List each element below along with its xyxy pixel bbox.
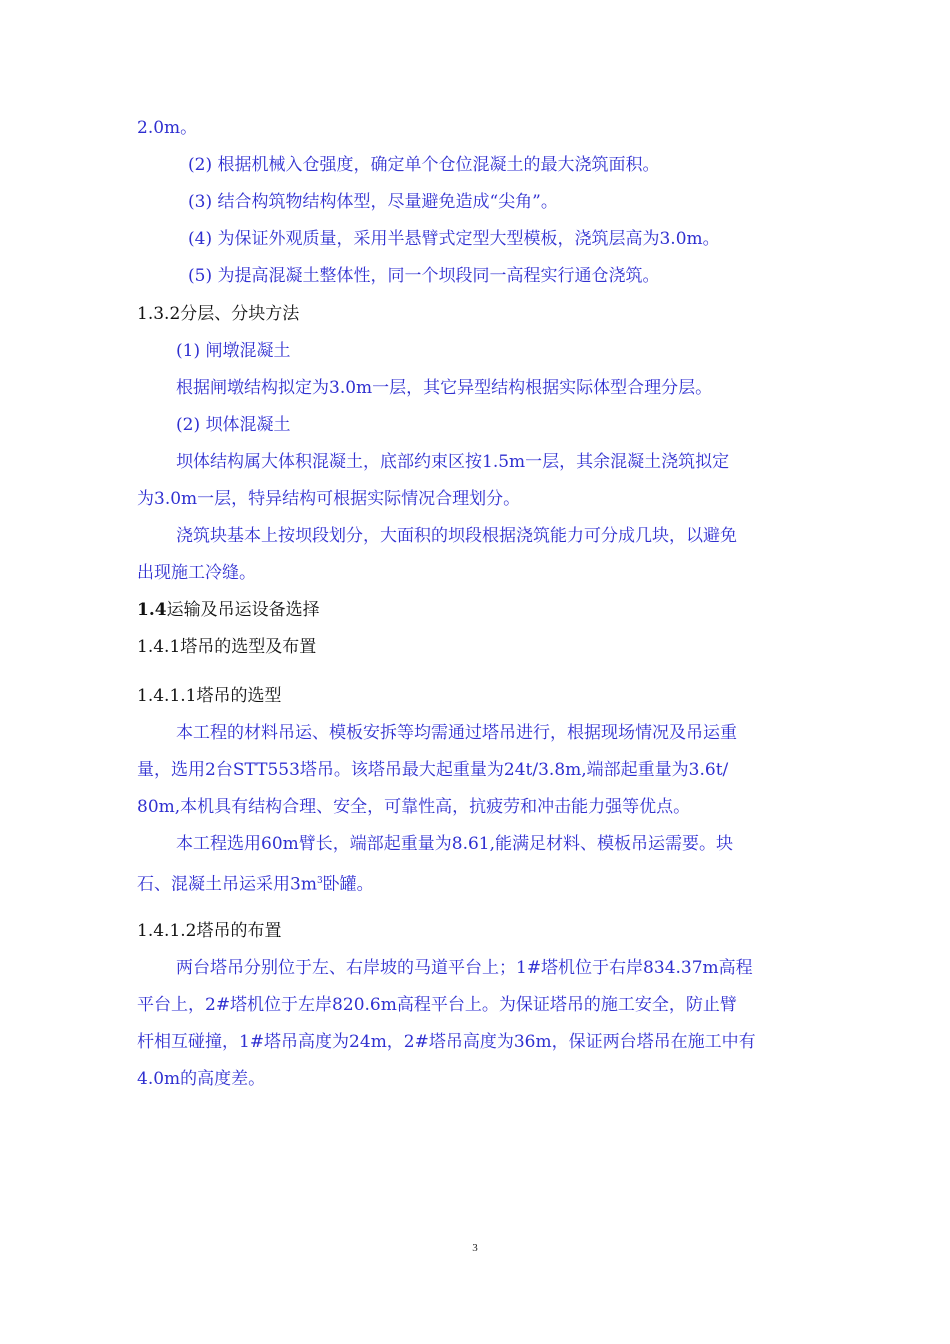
list-item: (5) 为提高混凝土整体性，同一个坝段同一高程实行通仓浇筑。 bbox=[188, 266, 660, 286]
section-heading-1-4-1: 1.4.1塔吊的选型及布置 bbox=[137, 637, 317, 657]
paragraph-line: 本工程选用60m臂长，端部起重量为8.61,能满足材料、模板吊运需要。块 bbox=[176, 834, 734, 854]
paragraph-line: 4.0m的高度差。 bbox=[137, 1069, 266, 1089]
list-item: (4) 为保证外观质量，采用半悬臂式定型大型模板，浇筑层高为3.0m。 bbox=[188, 229, 720, 249]
text-segment: 卧罐。 bbox=[322, 874, 374, 895]
section-heading-1-4 bbox=[137, 599, 320, 621]
paragraph-line: 出现施工冷缝。 bbox=[137, 563, 256, 583]
section-heading-1-4-1-1: 1.4.1.1塔吊的选型 bbox=[137, 686, 282, 706]
section-heading-1-4-1-2: 1.4.1.2塔吊的布置 bbox=[137, 921, 282, 941]
list-item: (1) 闸墩混凝土 bbox=[176, 341, 291, 361]
paragraph-line: 平台上，2#塔机位于左岸820.6m高程平台上。为保证塔吊的施工安全，防止臂 bbox=[137, 995, 737, 1015]
paragraph-line: 2.0m。 bbox=[137, 118, 198, 138]
list-item: (2) 根据机械入仓强度，确定单个仓位混凝土的最大浇筑面积。 bbox=[188, 155, 660, 175]
section-number: 1.4 bbox=[137, 600, 167, 620]
paragraph-line: 80m,本机具有结构合理、安全，可靠性高，抗疲劳和冲击能力强等优点。 bbox=[137, 797, 691, 817]
section-title: 运输及吊运设备选择 bbox=[166, 600, 320, 620]
paragraph-line: 本工程的材料吊运、模板安拆等均需通过塔吊进行，根据现场情况及吊运重 bbox=[176, 723, 737, 743]
paragraph-line: 杆相互碰撞，1#塔吊高度为24m，2#塔吊高度为36m，保证两台塔吊在施工中有 bbox=[137, 1032, 756, 1052]
paragraph-line: 为3.0m一层，特异结构可根据实际情况合理划分。 bbox=[137, 489, 521, 509]
superscript: 3 bbox=[316, 876, 323, 886]
text-segment: 石、混凝土吊运采用3m bbox=[137, 874, 317, 895]
paragraph-line bbox=[137, 870, 374, 896]
list-item: (2) 坝体混凝土 bbox=[176, 415, 291, 435]
page-number: 3 bbox=[472, 1242, 478, 1254]
paragraph-line: 两台塔吊分别位于左、右岸坡的马道平台上；1#塔机位于右岸834.37m高程 bbox=[176, 958, 753, 978]
paragraph-line: 坝体结构属大体积混凝土，底部约束区按1.5m一层，其余混凝土浇筑拟定 bbox=[176, 452, 730, 472]
paragraph-line: 浇筑块基本上按坝段划分，大面积的坝段根据浇筑能力可分成几块，以避免 bbox=[176, 526, 737, 546]
list-item: (3) 结合构筑物结构体型，尽量避免造成“尖角”。 bbox=[188, 192, 558, 212]
section-heading-1-3-2: 1.3.2分层、分块方法 bbox=[137, 304, 300, 324]
paragraph-line: 量，选用2台STT553塔吊。该塔吊最大起重量为24t/3.8m,端部起重量为3.6t/ bbox=[137, 760, 729, 780]
paragraph-line: 根据闸墩结构拟定为3.0m一层，其它异型结构根据实际体型合理分层。 bbox=[176, 378, 713, 398]
